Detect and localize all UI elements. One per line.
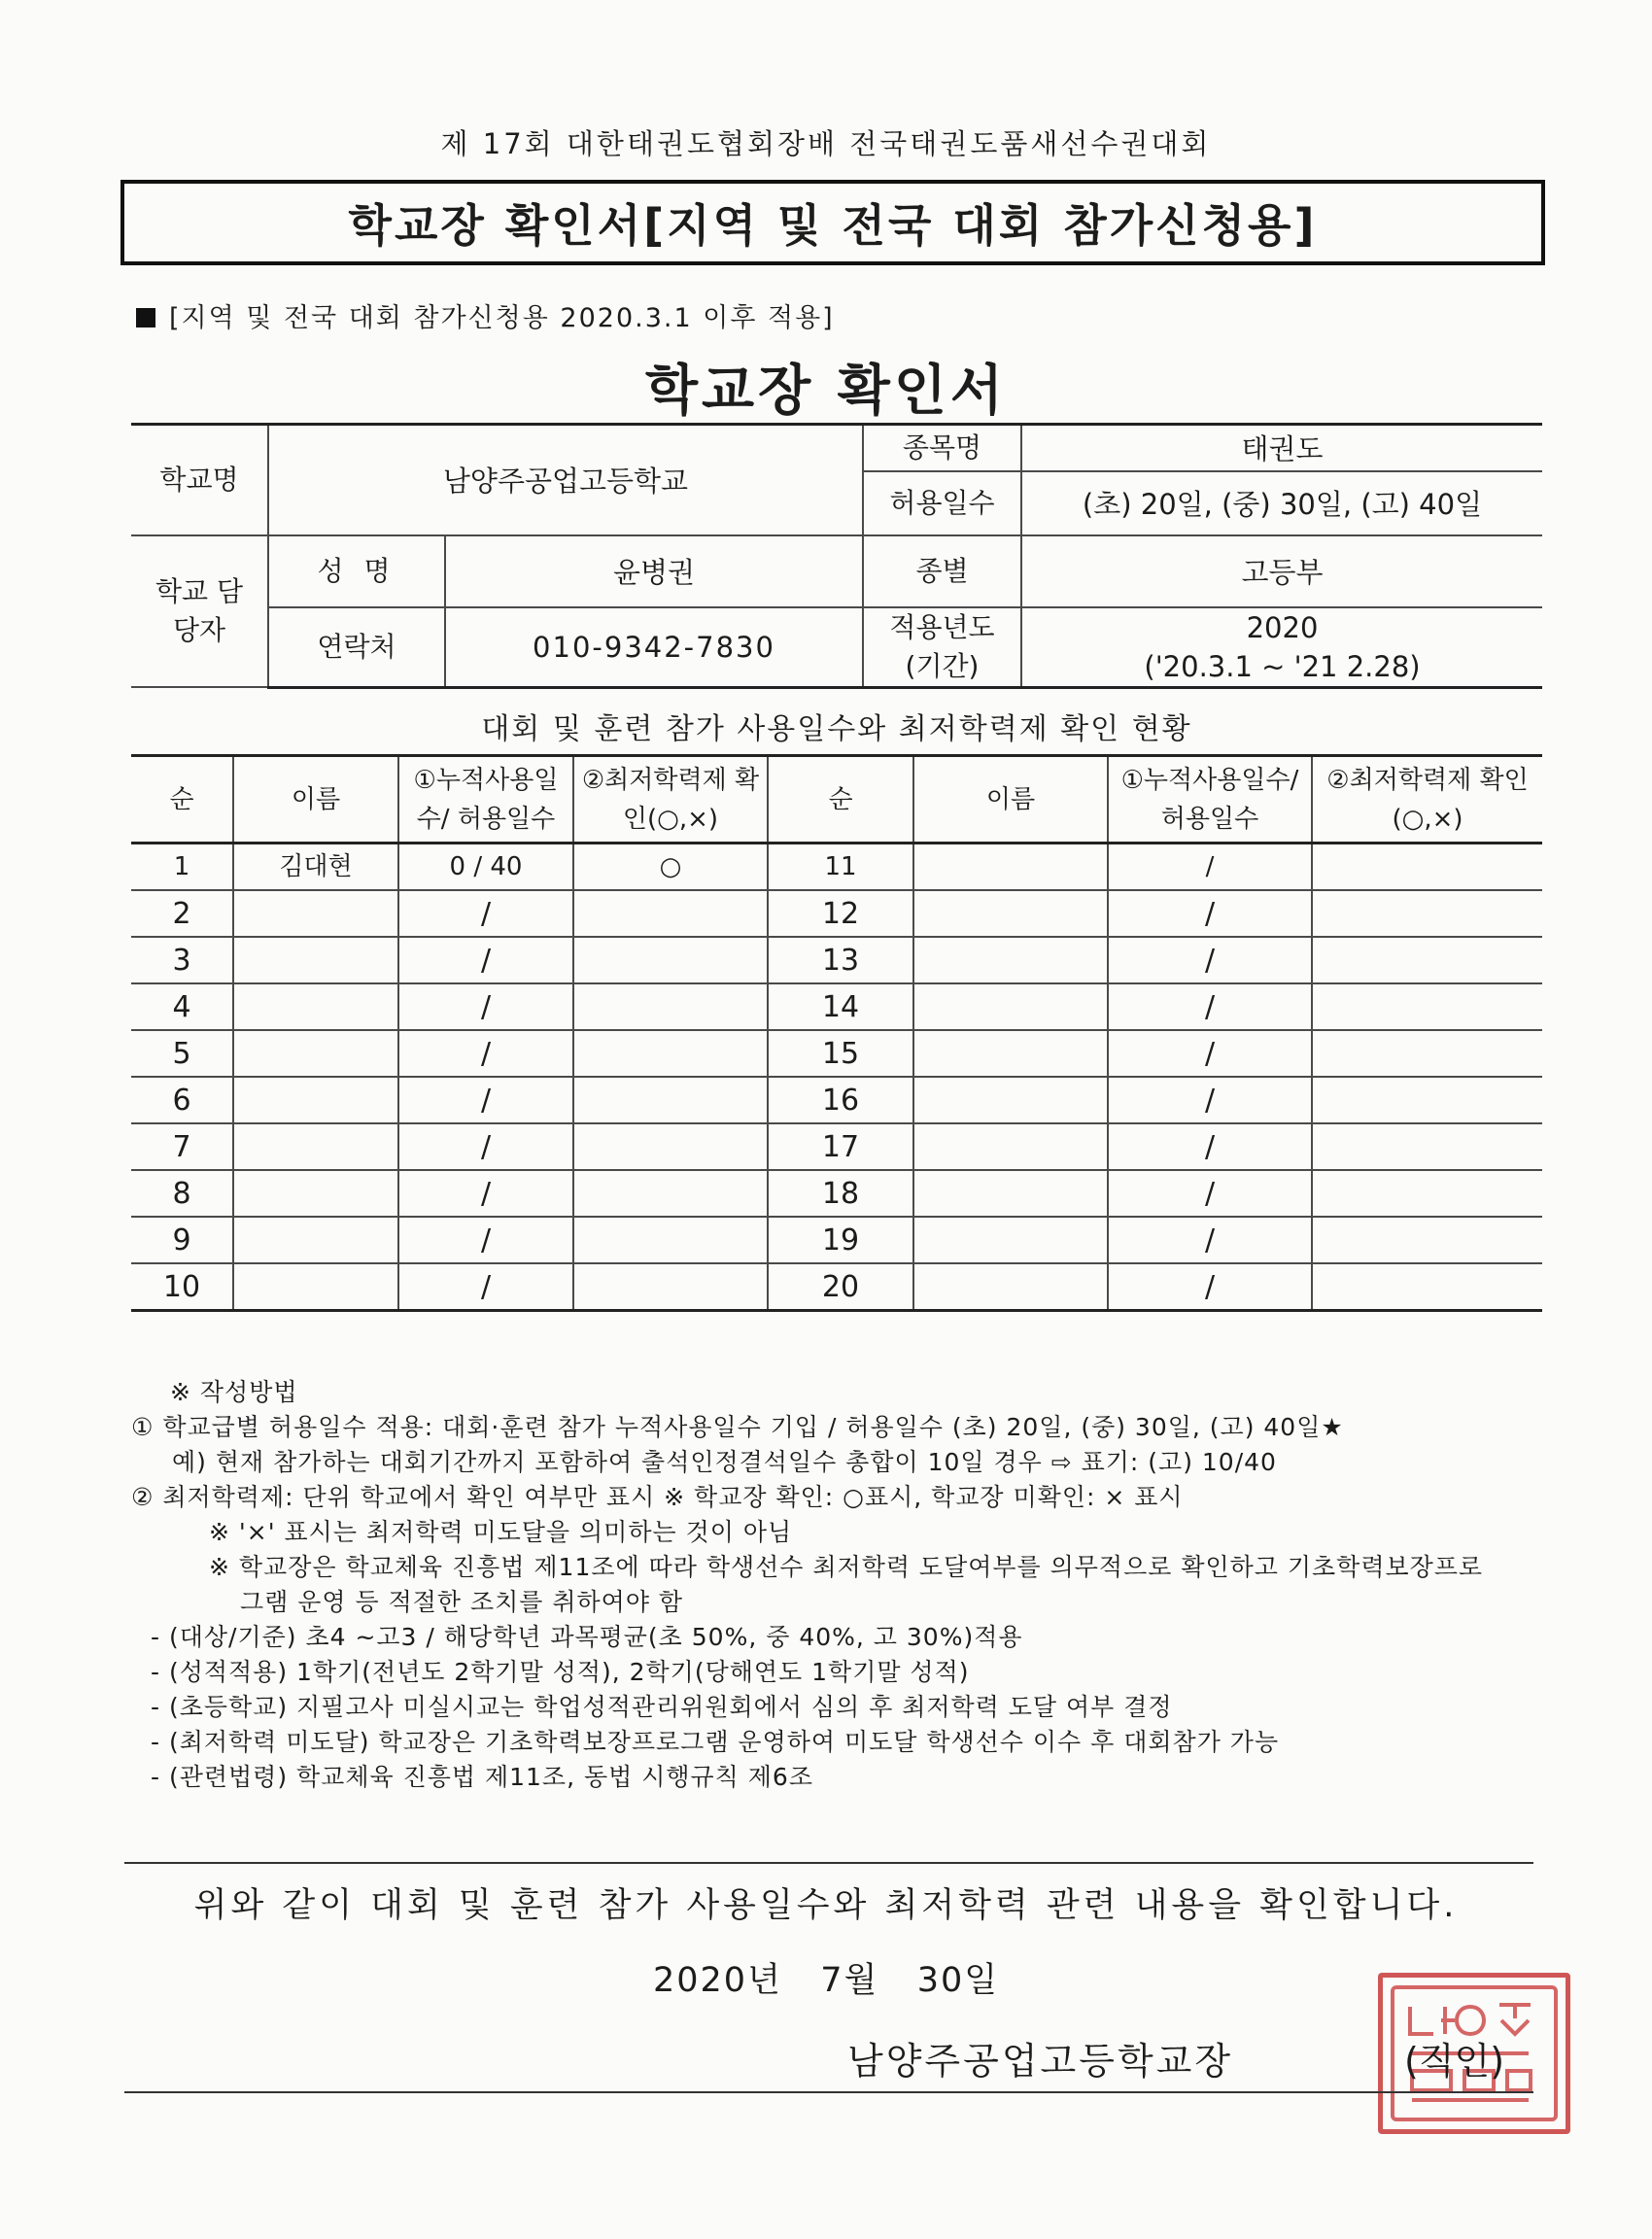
event-title: 제 17회 대한태권도협회장배 전국태권도품새선수권대회	[440, 127, 1212, 160]
table-cell-days2: /	[1108, 1077, 1312, 1123]
participants-table	[131, 754, 1542, 1312]
table-cell-check: ○	[573, 844, 768, 891]
table-cell-days: 0 / 40	[398, 844, 573, 891]
table-cell-no: 2	[131, 890, 233, 937]
table-cell-check	[573, 937, 768, 983]
table-cell-days2: /	[1108, 983, 1312, 1030]
table-cell-check2	[1312, 1263, 1542, 1311]
table-row	[131, 1170, 1542, 1217]
header-cell: 순	[131, 756, 233, 844]
table-cell-no2: 15	[768, 1030, 913, 1077]
note-line: - (초등학교) 지필고사 미실시교는 학업성적관리위원회에서 심의 후 최저학력 도달 여부 결정	[151, 1693, 1173, 1721]
note-line: - (관련법령) 학교체육 진흥법 제11조, 동법 시행규칙 제6조	[151, 1763, 813, 1791]
note-line: 그램 운영 등 적절한 조치를 취하여야 함	[240, 1588, 684, 1616]
category-label: 종별	[863, 535, 1021, 607]
table-row	[131, 937, 1542, 983]
table-cell-name2	[913, 1170, 1108, 1217]
note-line: 예) 현재 참가하는 대회기간까지 포함하여 출석인정결석일수 총합이 10일 경우 ⇨ 표기: (고) 10/40	[172, 1448, 1277, 1476]
table-row	[131, 983, 1542, 1030]
year-period: ('20.3.1 ~ '21 2.28)	[1144, 649, 1421, 683]
table-cell-no2: 12	[768, 890, 913, 937]
table-cell-no2: 14	[768, 983, 913, 1030]
table-cell-days2: /	[1108, 1217, 1312, 1263]
header-cell: 이름	[233, 756, 398, 844]
writing-instructions	[131, 1375, 1569, 1795]
allowed-days-value: (초) 20일, (중) 30일, (고) 40일	[1021, 471, 1542, 535]
phone-value: 010-9342-7830	[445, 607, 863, 688]
table-cell-name	[233, 1077, 398, 1123]
table-cell-days: /	[398, 1263, 573, 1311]
table-cell-days2: /	[1108, 937, 1312, 983]
table-cell-days: /	[398, 1123, 573, 1170]
table-cell-name2	[913, 1030, 1108, 1077]
table-cell-name	[233, 890, 398, 937]
table-cell-name2	[913, 1217, 1108, 1263]
status-title: 대회 및 훈련 참가 사용일수와 최저학력제 확인 현황	[481, 712, 1192, 746]
contact-group-label: 학교 담당자	[131, 535, 268, 688]
table-cell-no2: 18	[768, 1170, 913, 1217]
table-cell-no: 3	[131, 937, 233, 983]
table-cell-name2	[913, 1123, 1108, 1170]
table-cell-days2: /	[1108, 1263, 1312, 1311]
seal-label: (직인)	[1404, 2040, 1505, 2083]
table-cell-days: /	[398, 890, 573, 937]
table-cell-check2	[1312, 890, 1542, 937]
table-cell-no: 9	[131, 1217, 233, 1263]
note-line: ② 최저학력제: 단위 학교에서 확인 여부만 표시 ※ 학교장 확인: ○표시, 학교장 미확인: × 표시	[131, 1483, 1184, 1511]
table-cell-days: /	[398, 1077, 573, 1123]
table-cell-no2: 11	[768, 844, 913, 891]
note-line: - (최저학력 미도달) 학교장은 기초학력보장프로그램 운영하여 미도달 학생선수 이수 후 대회참가 가능	[151, 1728, 1280, 1756]
issue-date: 2020년 7월 30일	[653, 1961, 1000, 2000]
page-title: 학교장 확인서	[644, 360, 1008, 423]
table-row	[131, 1263, 1542, 1311]
table-cell-no: 5	[131, 1030, 233, 1077]
event-label: 종목명	[863, 425, 1021, 471]
note-line: - (성적적용) 1학기(전년도 2학기말 성적), 2학기(당해연도 1학기말 성적)	[151, 1658, 970, 1686]
table-cell-name	[233, 1217, 398, 1263]
table-header-row	[131, 756, 1542, 844]
table-cell-days2: /	[1108, 1030, 1312, 1077]
table-cell-check	[573, 1170, 768, 1217]
phone-label: 연락처	[268, 607, 445, 688]
table-cell-no: 10	[131, 1263, 233, 1311]
table-cell-days: /	[398, 1170, 573, 1217]
table-cell-check	[573, 1263, 768, 1311]
year-label: 적용년도 (기간)	[863, 607, 1021, 688]
table-cell-days: /	[398, 1217, 573, 1263]
table-cell-no: 1	[131, 844, 233, 891]
table-cell-check	[573, 1123, 768, 1170]
table-cell-no: 6	[131, 1077, 233, 1123]
table-cell-check2	[1312, 1077, 1542, 1123]
table-cell-days: /	[398, 983, 573, 1030]
school-name-label: 학교명	[131, 425, 268, 535]
principal-name: 남양주공업고등학교장	[847, 2040, 1234, 2083]
category-value: 고등부	[1021, 535, 1542, 607]
header-cell: ①누적사용일수/ 허용일수	[1108, 756, 1312, 844]
divider-top	[124, 1862, 1533, 1864]
applicability-text: [지역 및 전국 대회 참가신청용 2020.3.1 이후 적용]	[169, 303, 835, 333]
name-label: 성 명	[268, 535, 445, 607]
table-cell-no: 8	[131, 1170, 233, 1217]
table-cell-no2: 16	[768, 1077, 913, 1123]
confirmation-text: 위와 같이 대회 및 훈련 참가 사용일수와 최저학력 관련 내용을 확인합니다.	[193, 1886, 1459, 1925]
table-cell-no: 4	[131, 983, 233, 1030]
table-cell-name	[233, 1030, 398, 1077]
table-cell-no2: 19	[768, 1217, 913, 1263]
table-cell-check2	[1312, 1123, 1542, 1170]
header-cell: ②최저학력제 확인(○,×)	[1312, 756, 1542, 844]
school-name-value: 남양주공업고등학교	[268, 425, 863, 535]
table-cell-no2: 20	[768, 1263, 913, 1311]
note-line: - (대상/기준) 초4 ~고3 / 해당학년 과목평균(초 50%, 중 40%, 고 30%)적용	[151, 1623, 1023, 1651]
divider-bottom	[124, 2091, 1533, 2093]
table-cell-name2	[913, 1263, 1108, 1311]
table-cell-name2	[913, 983, 1108, 1030]
name-value: 윤병권	[445, 535, 863, 607]
table-cell-check	[573, 1030, 768, 1077]
table-cell-check2	[1312, 937, 1542, 983]
table-cell-name	[233, 1170, 398, 1217]
table-cell-name	[233, 1123, 398, 1170]
table-row	[131, 1077, 1542, 1123]
form-title-box	[120, 180, 1545, 265]
table-cell-days: /	[398, 1030, 573, 1077]
year-cell	[1021, 607, 1542, 688]
table-cell-check	[573, 1077, 768, 1123]
header-cell: 순	[768, 756, 913, 844]
table-cell-check2	[1312, 1217, 1542, 1263]
header-cell: ①누적사용일수/ 허용일수	[398, 756, 573, 844]
table-cell-days2: /	[1108, 890, 1312, 937]
note-line: ※ '×' 표시는 최저학력 미도달을 의미하는 것이 아님	[209, 1518, 793, 1546]
table-cell-name2	[913, 890, 1108, 937]
table-cell-check	[573, 890, 768, 937]
table-cell-check2	[1312, 1170, 1542, 1217]
table-cell-no2: 17	[768, 1123, 913, 1170]
allowed-days-label: 허용일수	[863, 471, 1021, 535]
table-cell-name	[233, 1263, 398, 1311]
year-value: 2020	[1246, 610, 1319, 644]
table-cell-check	[573, 983, 768, 1030]
table-cell-name	[233, 937, 398, 983]
header-cell: 이름	[913, 756, 1108, 844]
table-cell-name2	[913, 1077, 1108, 1123]
school-info-table	[131, 423, 1542, 689]
table-row	[131, 1123, 1542, 1170]
table-row	[131, 1217, 1542, 1263]
table-cell-name	[233, 983, 398, 1030]
table-cell-name2	[913, 844, 1108, 891]
note-line: ※ 학교장은 학교체육 진흥법 제11조에 따라 학생선수 최저학력 도달여부를 의무적으로 확인하고 기초학력보장프로	[209, 1553, 1484, 1581]
event-value: 태권도	[1021, 425, 1542, 471]
table-cell-days: /	[398, 937, 573, 983]
table-row	[131, 844, 1542, 891]
table-row	[131, 1030, 1542, 1077]
table-cell-no: 7	[131, 1123, 233, 1170]
table-cell-check2	[1312, 983, 1542, 1030]
table-cell-days2: /	[1108, 1170, 1312, 1217]
table-cell-name2	[913, 937, 1108, 983]
square-bullet-icon	[136, 308, 155, 327]
header-cell: ②최저학력제 확인(○,×)	[573, 756, 768, 844]
note-line: ① 학교급별 허용일수 적용: 대회·훈련 참가 누적사용일수 기입 / 허용일수 (초) 20일, (중) 30일, (고) 40일★	[131, 1413, 1344, 1441]
notes-heading: ※ 작성방법	[170, 1378, 298, 1406]
table-cell-days2: /	[1108, 1123, 1312, 1170]
table-cell-name: 김대현	[233, 844, 398, 891]
table-cell-no2: 13	[768, 937, 913, 983]
table-cell-days2: /	[1108, 844, 1312, 891]
table-row	[131, 890, 1542, 937]
applicability-note	[136, 296, 835, 334]
table-cell-check2	[1312, 1030, 1542, 1077]
form-title: 학교장 확인서[지역 및 전국 대회 참가신청용]	[348, 199, 1318, 252]
table-cell-check	[573, 1217, 768, 1263]
table-cell-check2	[1312, 844, 1542, 891]
